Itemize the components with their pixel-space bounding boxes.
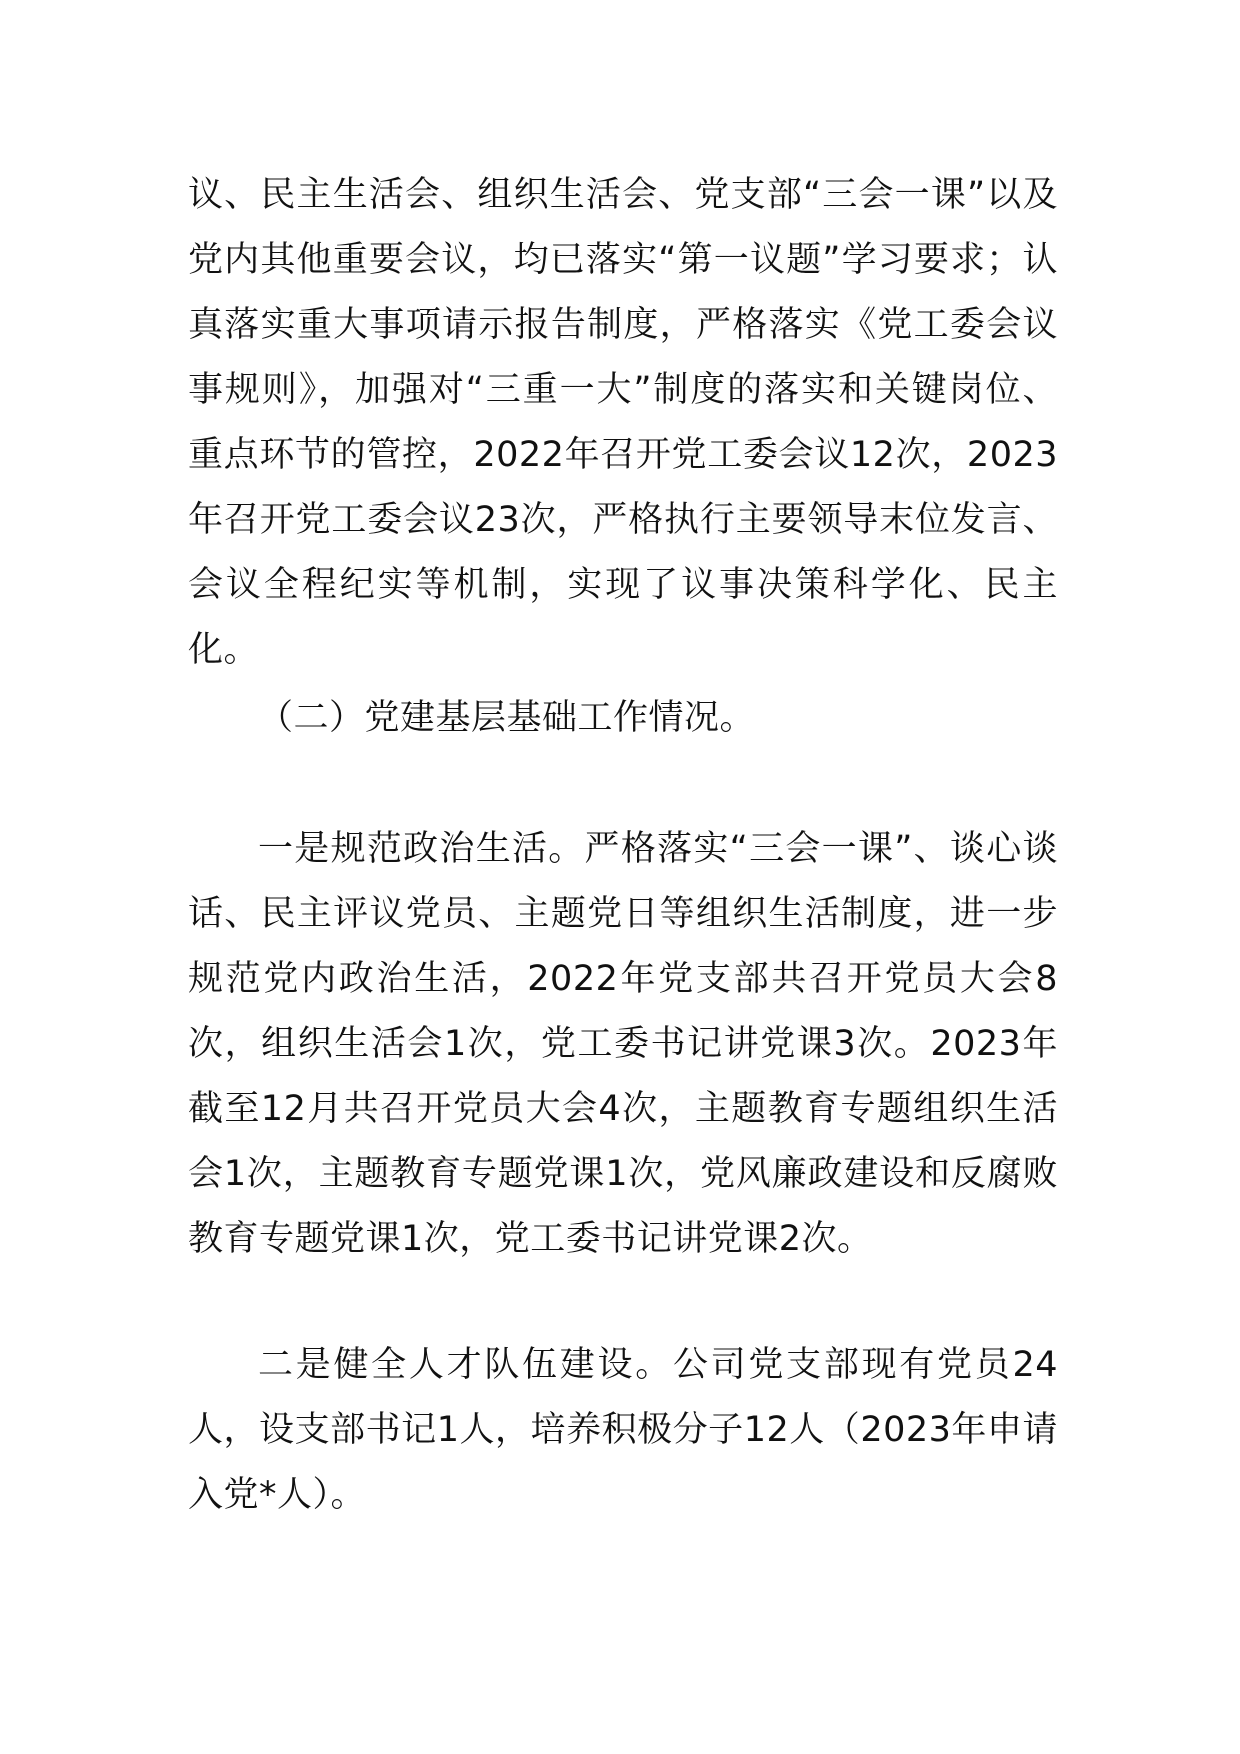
section-heading-grassroots: （二）党建基层基础工作情况。 <box>258 698 756 738</box>
body-paragraph-political-life: 一是规范政治生活。严格落实“三会一课”、谈心谈话、民主评议党员、主题党日等组织生活制度，进一步规范党内政治生活，2022年党支部共召开党员大会8次，组织生活会1次，党工委书记讲党课3次。2023年截至12月共召开党员大会4次，主题教育专题组织生活会1次，主题教育专题党课1次，党风廉政建设和反腐败教育专题党课1次，党工委书记讲党课2次。 <box>188 829 1058 1259</box>
body-paragraph-meetings: 议、民主生活会、组织生活会、党支部“三会一课”以及党内其他重要会议，均已落实“第一议题”学习要求；认真落实重大事项请示报告制度，严格落实《党工委会议事规则》，加强对“三重一大”制度的落实和关键岗位、重点环节的管控，2022年召开党工委会议12次，2023年召开党工委会议23次，严格执行主要领导末位发言、会议全程纪实等机制，实现了议事决策科学化、民主化。 <box>188 175 1058 670</box>
body-paragraph-talent-team: 二是健全人才队伍建设。公司党支部现有党员24人，设支部书记1人，培养积极分子12人（2023年申请入党*人）。 <box>188 1345 1058 1515</box>
